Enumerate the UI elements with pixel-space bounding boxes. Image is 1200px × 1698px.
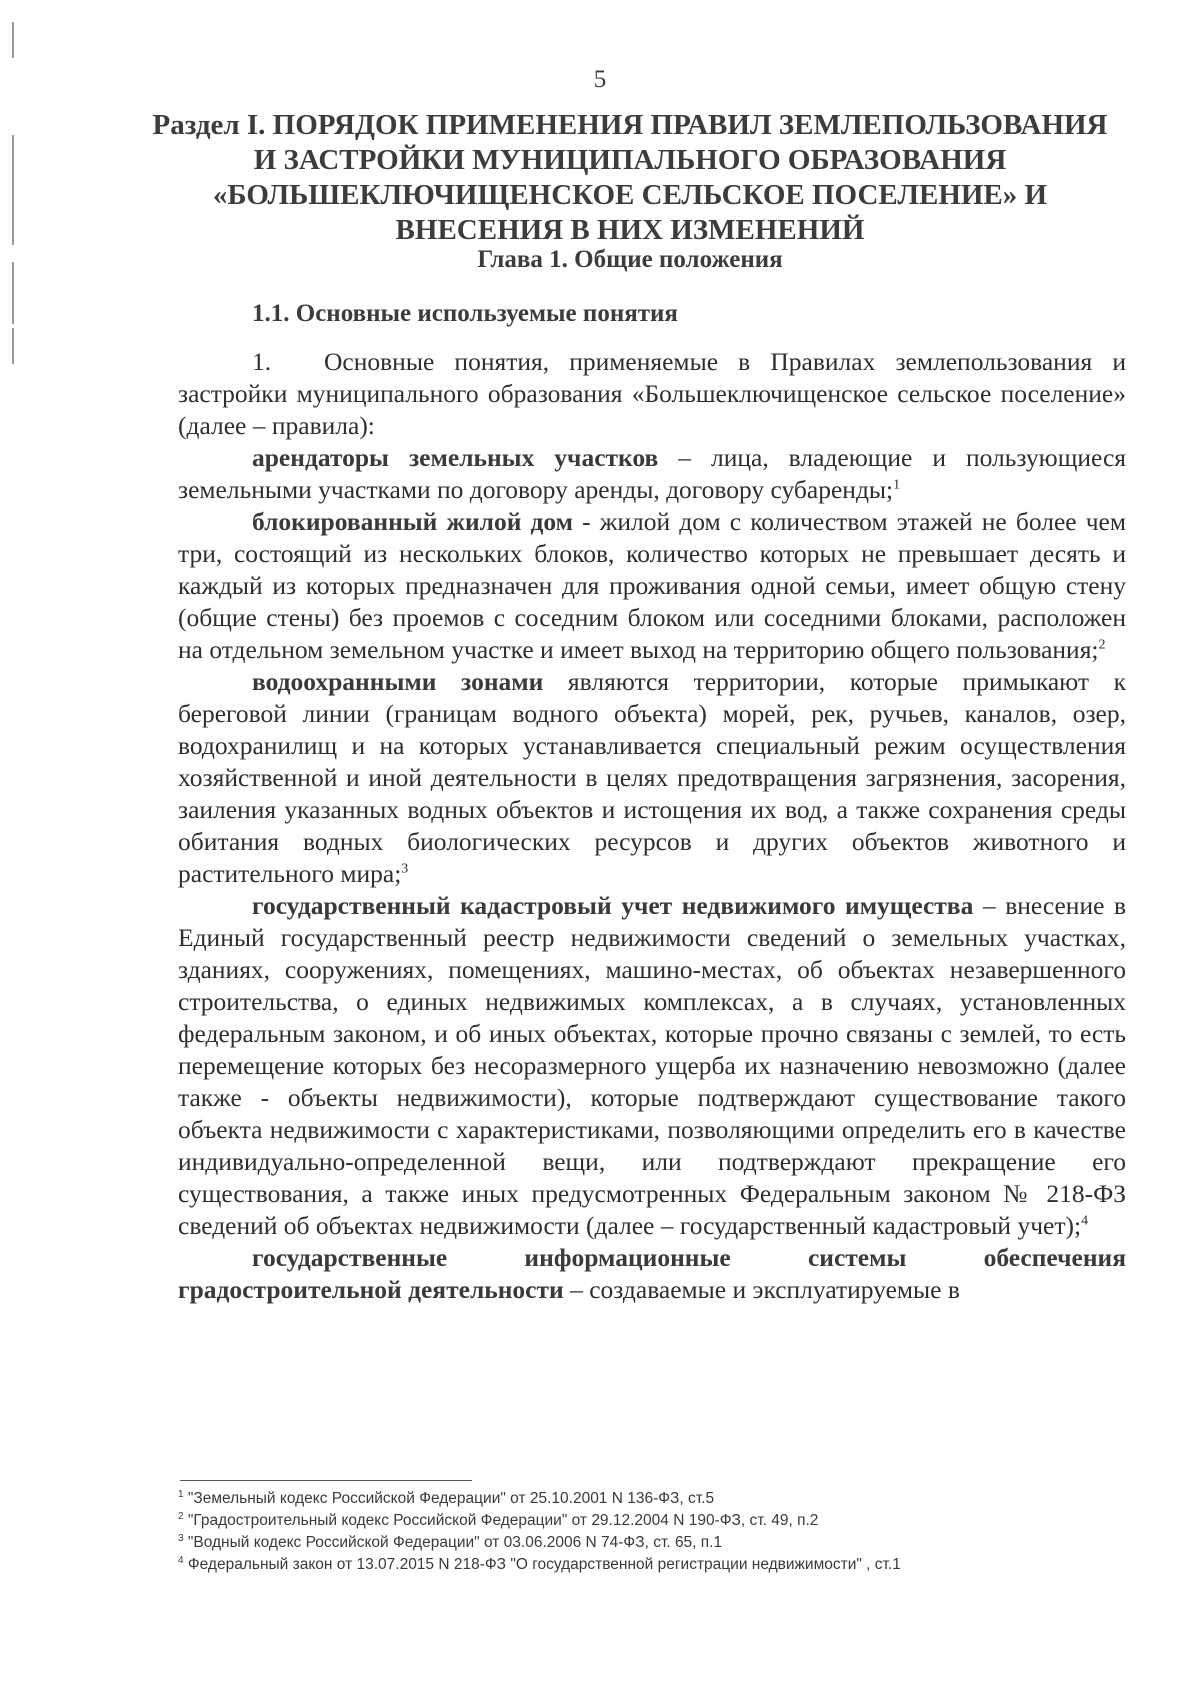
footnote-mark: 3 [178, 1532, 184, 1544]
footnote-text: "Водный кодекс Российской Федерации" от 03.06.2006 N 74-ФЗ, ст. 65, п.1 [183, 1534, 723, 1551]
footnote-ref: 3 [401, 861, 409, 877]
definition-term: государственные информационные системы обеспечения градостроительной деятельности [178, 1243, 1126, 1304]
page-number: 5 [593, 66, 607, 93]
footnote-text: "Земельный кодекс Российской Федерации" от 25.10.2001 N 136-ФЗ, ст.5 [183, 1490, 715, 1507]
subsection-title: 1.1. Основные используемые понятия [252, 300, 678, 327]
definition-text: – создаваемые и эксплуатируемые в [563, 1275, 960, 1304]
footnote [178, 1510, 1108, 1532]
definition-paragraph [178, 1242, 1126, 1306]
paragraph-number: 1. [252, 347, 272, 376]
scan-edge-mark [12, 262, 14, 324]
chapter-title: Глава 1. Общие положения [477, 246, 783, 273]
definition-paragraph [178, 442, 1126, 506]
definition-paragraph [178, 890, 1126, 1242]
footnote-ref: 2 [1098, 637, 1106, 653]
section-title: Раздел I. ПОРЯДОК ПРИМЕНЕНИЯ ПРАВИЛ ЗЕМЛЕПОЛЬЗОВАНИЯ И ЗАСТРОЙКИ МУНИЦИПАЛЬНОГО ОБРАЗОВАНИЯ «БОЛЬШЕКЛЮЧИЩЕНСКОЕ СЕЛЬСКОЕ ПОСЕЛЕНИЕ» И ВНЕСЕНИЯ В НИХ ИЗМЕНЕНИЙ [152, 109, 1108, 246]
footnotes [178, 1488, 1108, 1576]
definition-text: – внесение в Единый государственный реестр недвижимости сведений о земельных участках, зданиях, сооружениях, помещениях, машино-местах, об объектах незавершенного строительства, о единых недвижимых комплексах, а в случаях, установленных федеральным законом, и об иных объектах, которые прочно связаны с землей, то есть перемещение которых без несоразмерного ущерба их назначению невозможно (далее также - объекты недвижимости), которые подтверждают существование такого объекта недвижимости с характеристиками, позволяющими определить его в качестве индивидуально-определенной вещи, или подтверждают прекращение его существования, а также иных предусмотренных Федеральным законом № 218-ФЗ сведений об объектах недвижимости (далее – государственный кадастровый учет); [178, 891, 1126, 1240]
definition-term: государственный кадастровый учет недвижимого имущества [252, 891, 974, 920]
scan-edge-mark [12, 328, 14, 364]
footnote-mark: 4 [178, 1554, 184, 1566]
definition-text: - жилой дом с количеством этажей не более чем три, состоящий из нескольких блоков, количество которых не превышает десять и каждый из которых предназначен для проживания одной семьи, имеет общую стену (общие стены) без проемов с соседним блоком или соседними блоками, расположен на отдельном земельном участке и имеет выход на территорию общего пользования; [178, 507, 1127, 664]
definition-term: водоохранными зонами [252, 667, 544, 696]
definition-paragraph [178, 666, 1126, 890]
definition-paragraph [178, 506, 1126, 666]
intro-text: Основные понятия, применяемые в Правилах землепользования и застройки муниципального образования «Большеключищенское сельское поселение» (далее – правила): [178, 347, 1126, 440]
footnote-text: "Градостроительный кодекс Российской Федерации" от 29.12.2004 N 190-ФЗ, ст. 49, п.2 [183, 1512, 819, 1529]
definition-term: блокированный жилой дом [252, 507, 574, 536]
body-text [178, 346, 1126, 1306]
footnote-mark: 2 [178, 1510, 184, 1522]
footnote-divider [180, 1480, 472, 1481]
footnote [178, 1488, 1108, 1510]
definition-text: являются территории, которые примыкают к береговой линии (границам водного объекта) морей, рек, ручьев, каналов, озер, водохранилищ и на которых устанавливается специальный режим осуществления хозяйственной и иной деятельности в целях предотвращения загрязнения, засорения, заиления указанных водных объектов и истощения их вод, а также сохранения среды обитания водных биологических ресурсов и других объектов животного и растительного мира; [178, 667, 1126, 888]
footnote [178, 1554, 1108, 1576]
footnote-text: Федеральный закон от 13.07.2015 N 218-ФЗ "О государственной регистрации недвижимости" , ст.1 [183, 1556, 901, 1573]
scan-edge-mark [12, 22, 14, 58]
definition-text: – лица, владеющие и пользующиеся земельными участками по договору аренды, договору субаренды; [178, 443, 1126, 504]
intro-paragraph [178, 346, 1126, 442]
footnote [178, 1532, 1108, 1554]
definition-term: арендаторы земельных участков [252, 443, 659, 472]
footnote-mark: 1 [178, 1488, 184, 1500]
scan-edge-mark [12, 135, 14, 245]
footnote-ref: 4 [1081, 1213, 1089, 1229]
footnote-ref: 1 [893, 477, 901, 493]
